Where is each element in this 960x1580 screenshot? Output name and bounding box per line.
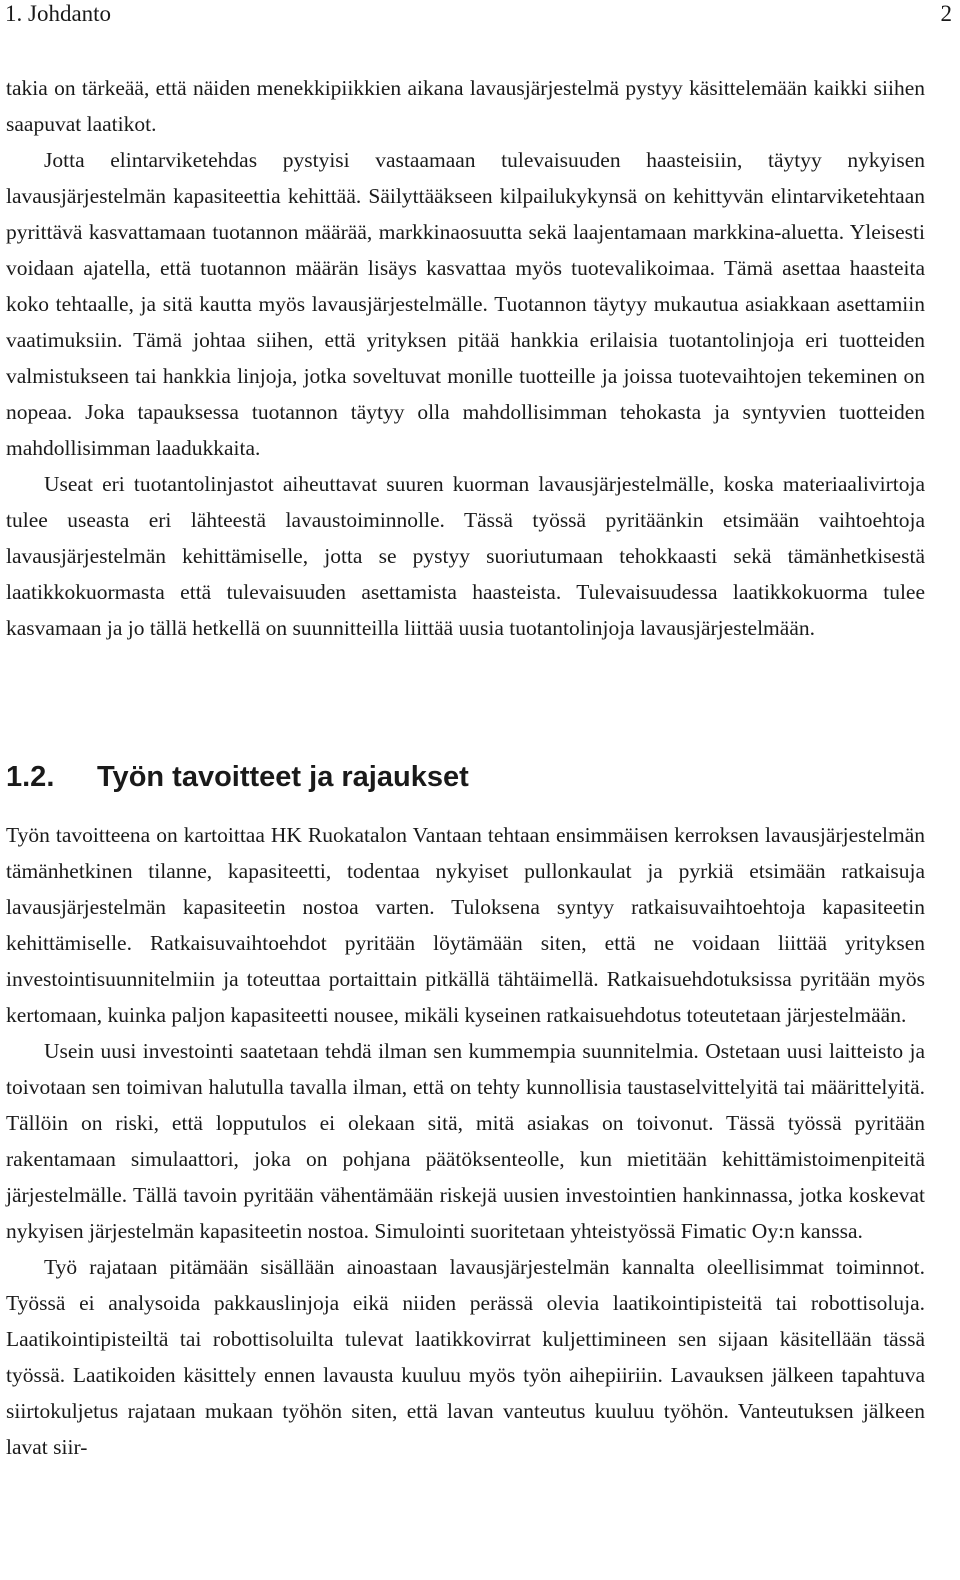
running-header (5, 0, 952, 30)
section-text (6, 817, 925, 1465)
paragraph: Usein uusi investointi saatetaan tehdä ilman sen kummempia suunnitelmia. Ostetaan uusi laitteisto ja toivotaan sen toimivan halutulla tavalla ilman, että on tehty kunnollisia taustaselvittelyitä tai määrittelyitä. Tällöin on riski, että lopputulos ei olekaan sitä, mitä asiakas on toivonut. Tässä työssä pyritään rakentamaan simulaattori, joka on pohjana päätöksenteolle, kun mietitään kehittämistoimenpiteitä järjestelmälle. Tällä tavoin pyritään vähentämään riskejä uusien investointien hankinnassa, jotka koskevat nykyisen järjestelmän kapasiteetin nostoa. Simulointi suoritetaan yhteistyössä Fimatic Oy:n kanssa. (6, 1039, 925, 1243)
section-number: 1.2. (6, 761, 55, 793)
paragraph: Jotta elintarviketehdas pystyisi vastaamaan tulevaisuuden haasteisiin, täytyy nykyisen lavausjärjestelmän kapasiteettia kehittää. Säilyttääkseen kilpailukykynsä on kehittyvän elintarviketehtaan pyrittävä kasvattamaan tuotannon määrää, markkinaosuutta sekä laajentamaan markkina-aluetta. Yleisesti voidaan ajatella, että tuotannon määrän lisäys kasvattaa myös tuotevalikoimaa. Tämä asettaa haasteita koko tehtaalle, ja sitä kautta myös lavausjärjestelmälle. Tuotannon täytyy mukautua asiakkaan asettamiin vaatimuksiin. Tämä johtaa siihen, että yrityksen pitää hankkia erilaisia tuotantolinjoja eri tuotteiden valmistukseen tai hankkia linjoja, jotka soveltuvat monille tuotteille ja joissa tuotevaihtojen tekeminen on nopeaa. Joka tapauksessa tuotannon täytyy olla mahdollisimman tehokasta ja syntyvien tuotteiden mahdollisimman laadukkaita. (6, 148, 925, 460)
section-heading (6, 757, 469, 797)
paragraph: Työn tavoitteena on kartoittaa HK Ruokatalon Vantaan tehtaan ensimmäisen kerroksen lavausjärjestelmän tämänhetkinen tilanne, kapasiteetti, todentaa nykyiset pullonkaulat ja pyrkiä etsimään ratkaisuja lavausjärjestelmän kapasiteetin nostoa varten. Tuloksena syntyy ratkaisuvaihtoehtoja kapasiteetin kehittämiselle. Ratkaisuvaihtoehdot pyritään löytämään siten, että ne voidaan liittää yrityksen investointisuunnitelmiin ja toteuttaa portaittain pitkällä tähtäimellä. Ratkaisuehdotuksissa pyritään myös kertomaan, kuinka paljon kapasiteetti nousee, mikäli kyseinen ratkaisuehdotus toteutetaan järjestelmään. (6, 823, 925, 1027)
paragraph: takia on tärkeää, että näiden menekkipiikkien aikana lavausjärjestelmä pystyy käsittelemään kaikki siihen saapuvat laatikot. (6, 76, 925, 136)
section-title: Työn tavoitteet ja rajaukset (97, 761, 469, 793)
page-number: 2 (940, 1, 952, 26)
paragraph: Työ rajataan pitämään sisällään ainoastaan lavausjärjestelmän kannalta oleellisimmat toiminnot. Työssä ei analysoida pakkauslinjoja eikä niiden perässä olevia laatikointipisteitä tai robottisoluja. Laatikointipisteiltä tai robottisoluilta tulevat laatikkovirrat kuljettimineen sen sijaan käsitellään tässä työssä. Laatikoiden käsittely ennen lavausta kuuluu myös työn aihepiiriin. Lavauksen jälkeen tapahtuva siirtokuljetus rajataan mukaan työhön siten, että lavan vanteutus kuuluu työhön. Vanteutuksen jälkeen lavat siir- (6, 1255, 925, 1459)
chapter-title: 1. Johdanto (5, 1, 112, 26)
intro-text (6, 70, 925, 646)
paragraph: Useat eri tuotantolinjastot aiheuttavat suuren kuorman lavausjärjestelmälle, koska materiaalivirtoja tulee useasta eri lähteestä lavaustoiminnolle. Tässä työssä pyritäänkin etsimään vaihtoehtoja lavausjärjestelmän kehittämiselle, jotta se pystyy suoriutumaan tehokkaasti sekä tämänhetkisestä laatikkokuormasta että tulevaisuuden asettamista haasteista. Tulevaisuudessa laatikkokuorma tulee kasvamaan ja jo tällä hetkellä on suunnitteilla liittää uusia tuotantolinjoja lavausjärjestelmään. (6, 472, 925, 640)
